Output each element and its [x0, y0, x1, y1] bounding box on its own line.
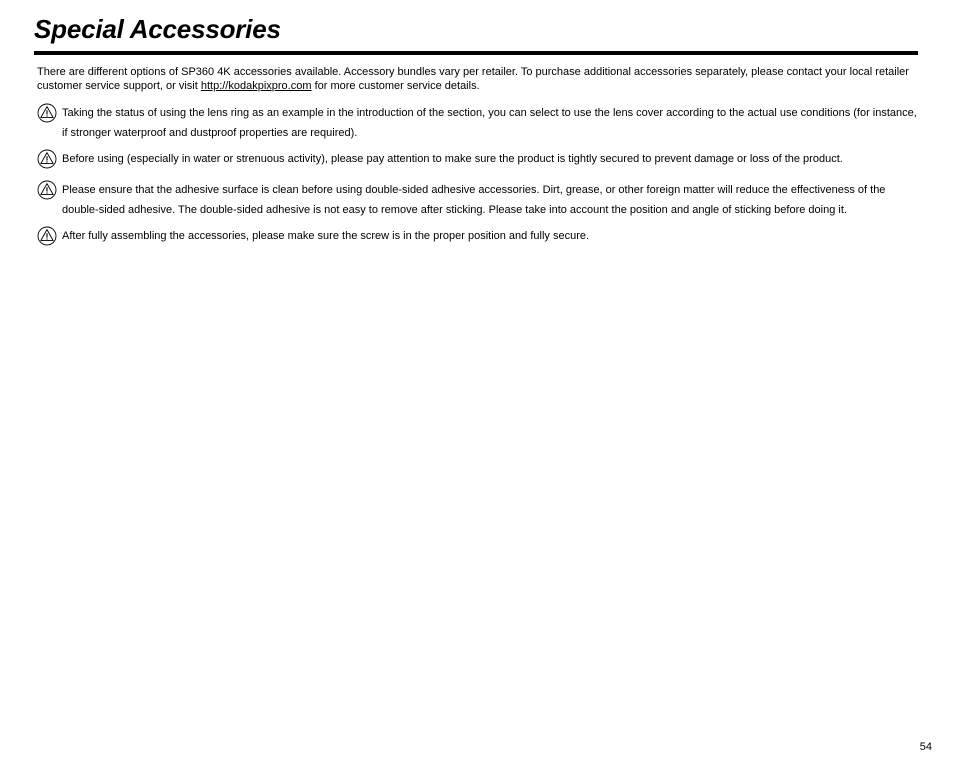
- note-item: [37, 150, 919, 170]
- caution-icon: [37, 149, 57, 169]
- note-text: Before using (especially in water or strenuous activity), please pay attention to make sure the product is tightly secured to prevent damage or loss of the product.: [62, 153, 843, 165]
- note-text: Please ensure that the adhesive surface is clean before using double-sided adhesive accessories. Dirt, grease, or other foreign matter will reduce the effectiveness of the double-sided adhesive. The double-sided adhesive is not easy to remove after sticking. Please take into account the position and angle of sticking before doing it.: [62, 184, 886, 216]
- intro-paragraph: [37, 65, 912, 93]
- page-title: Special Accessories: [34, 14, 281, 44]
- note-item: [37, 181, 919, 220]
- page-number: 54: [919, 741, 932, 753]
- note-item: [37, 227, 919, 247]
- note-text: After fully assembling the accessories, please make sure the screw is in the proper position and fully secure.: [62, 230, 590, 242]
- note-text: Taking the status of using the lens ring as an example in the introduction of the section, you can select to use the lens cover according to the actual use conditions (for instance, if stronger waterproof and dustproof properties are required).: [62, 107, 917, 139]
- intro-text-after: for more customer service details.: [311, 80, 480, 92]
- caution-icon: [37, 180, 57, 200]
- caution-icon: [37, 226, 57, 246]
- note-item: [37, 104, 919, 143]
- title-divider: [34, 51, 918, 55]
- kodak-website-link[interactable]: http://kodakpixpro.com: [200, 80, 312, 92]
- caution-icon: [37, 103, 57, 123]
- intro-text-before: There are different options of SP360 4K accessories available. Accessory bundles vary per retailer. To purchase additional accessories separately, please contact your local retailer customer service support, or visit: [37, 66, 909, 92]
